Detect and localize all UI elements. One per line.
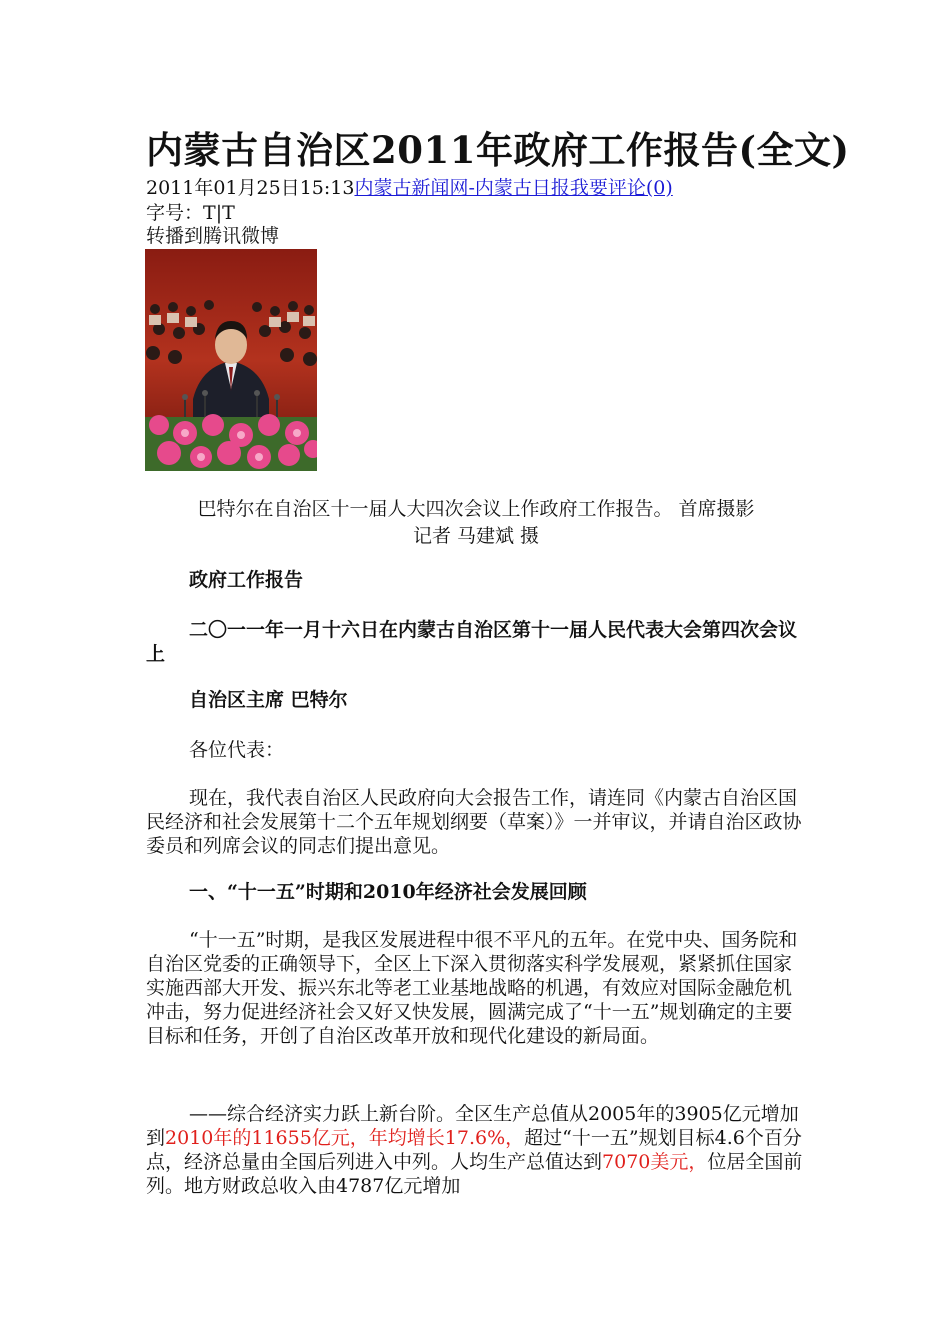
section-1-paragraph-2 (146, 1102, 806, 1198)
report-speaker: 自治区主席 巴特尔 (189, 689, 348, 711)
section-1-title: 一、“十一五”时期和2010年经济社会发展回顾 (189, 881, 587, 903)
para2-text-1: ——综合经济实力跃上新台阶。全区生产总值从2005年的3905亿元增加到 (146, 1103, 799, 1149)
gdp-2010-highlight: 2010年的11655亿元，年均增长17.6%， (165, 1127, 525, 1149)
para2-text-2: 超过“十一五”规划目标4.6个百分点，经济总量由全国后列进入中列。人均生产总值达到 (146, 1127, 802, 1173)
report-intro: 现在，我代表自治区人民政府向大会报告工作，请连同《内蒙古自治区国民经济和社会发展第十二个五年规划纲要（草案）》一并审议，并请自治区政协委员和列席会议的同志们提出意见。 (146, 787, 802, 857)
report-heading: 政府工作报告 (189, 569, 304, 591)
per-capita-gdp-highlight: 7070美元， (602, 1151, 708, 1173)
share-tencent-weibo[interactable]: 转播到腾讯微博 (146, 225, 280, 247)
para2-text-3: 位居全国前列。地方财政总收入由4787亿元增加 (146, 1151, 803, 1197)
photo-caption (146, 496, 806, 550)
font-size-label: 字号： (146, 202, 204, 224)
article-meta (146, 176, 673, 200)
caption-line-1: 巴特尔在自治区十一届人大四次会议上作政府工作报告。 首席摄影 (197, 498, 755, 520)
source-link[interactable]: 内蒙古新闻网-内蒙古日报我要评论(0) (354, 177, 673, 199)
section-1-paragraph-1: “十一五”时期，是我区发展进程中很不平凡的五年。在党中央、国务院和自治区党委的正确领导下，全区上下深入贯彻落实科学发展观，紧紧抓住国家实施西部大开发、振兴东北等老工业基地战略的机遇，有效应对国际金融危机冲击，努力促进经济社会又好又快发展，圆满完成了“十一五”规划确定的主要目标和任务，开创了自治区改革开放和现代化建设的新局面。 (146, 929, 798, 1047)
font-size-control (146, 201, 235, 225)
report-salutation: 各位代表： (189, 739, 285, 761)
report-occasion: 二〇一一年一月十六日在内蒙古自治区第十一届人民代表大会第四次会议上 (146, 619, 798, 665)
article-title: 内蒙古自治区2011年政府工作报告(全文) (146, 128, 850, 172)
speaker-photo-image (145, 249, 317, 471)
font-size-toggle[interactable]: T|T (203, 202, 235, 224)
news-photo (145, 249, 317, 471)
publish-date: 2011年01月25日15:13 (146, 177, 355, 199)
caption-line-2: 记者 马建斌 摄 (412, 525, 540, 547)
